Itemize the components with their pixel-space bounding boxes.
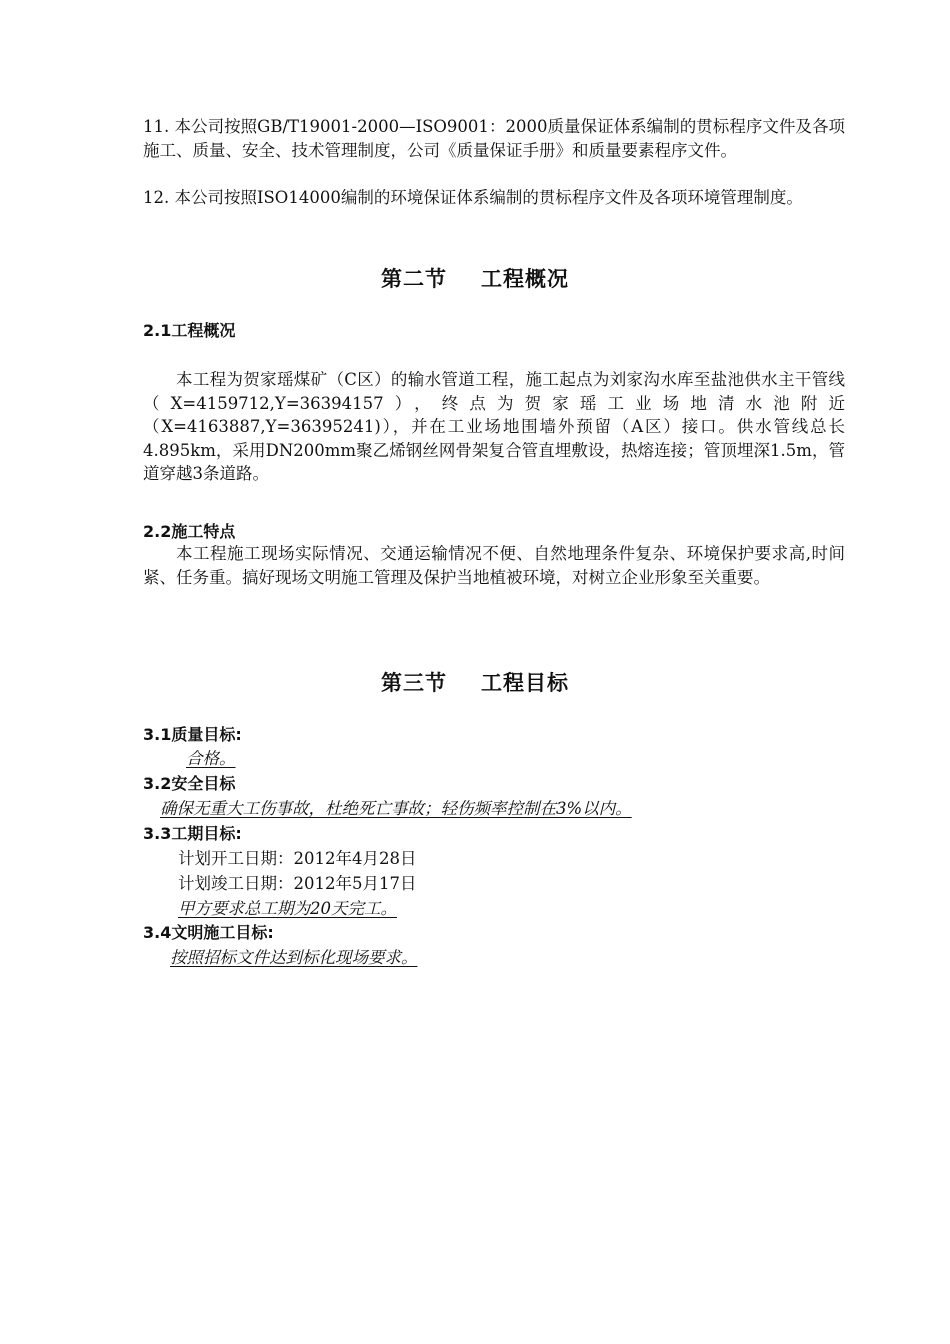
- subsection-2-1-title: 2.1工程概况: [143, 321, 236, 340]
- intro-item-11: 11. 本公司按照GB/T19001-2000—ISO9001：2000质量保证体系编制的贯标程序文件及各项施工、质量、安全、技术管理制度，公司《质量保证手册》和质量要素程序文件。: [143, 117, 845, 160]
- civil-construction-goal-value: 按照招标文件达到标化现场要求。: [170, 948, 418, 967]
- section-2-title: 工程概况: [481, 267, 569, 291]
- quality-goal-label: 3.1质量目标:: [143, 725, 242, 744]
- safety-goal-label: 3.2安全目标: [143, 774, 236, 793]
- civil-construction-goal-label: 3.4文明施工目标:: [143, 923, 274, 942]
- section-3-heading: [0, 667, 950, 697]
- safety-goal-value: 确保无重大工伤事故，杜绝死亡事故；轻伤频率控制在3%以内。: [160, 799, 632, 818]
- intro-item-12: 12. 本公司按照ISO14000编制的环境保证体系编制的贯标程序文件及各项环境管理制度。: [143, 188, 803, 207]
- schedule-goal-label: 3.3工期目标:: [143, 824, 242, 843]
- schedule-start-date: 计划开工日期：2012年4月28日: [178, 849, 417, 868]
- section-3-number: 第三节: [381, 671, 447, 695]
- section-2-number: 第二节: [381, 267, 447, 291]
- quality-goal-value: 合格。: [186, 749, 236, 768]
- subsection-2-1-body: 本工程为贺家瑶煤矿（C区）的输水管道工程，施工起点为刘家沟水库至盐池供水主干管线（X=4159712,Y=36394157），终点为贺家瑶工业场地清水池附近（X=4163887,Y=36395241)），并在工业场地围墙外预留（A区）接口。供水管线总长4.895km，采用DN200mm聚乙烯钢丝网骨架复合管直埋敷设，热熔连接；管顶埋深1.5m，管道穿越3条道路。: [143, 370, 845, 483]
- subsection-2-2-body: 本工程施工现场实际情况、交通运输情况不便、自然地理条件复杂、环境保护要求高,时间紧、任务重。搞好现场文明施工管理及保护当地植被环境，对树立企业形象至关重要。: [143, 544, 845, 587]
- schedule-end-date: 计划竣工日期：2012年5月17日: [178, 874, 417, 893]
- section-2-heading: [0, 263, 950, 293]
- schedule-note: 甲方要求总工期为20天完工。: [178, 899, 397, 918]
- section-3-title: 工程目标: [481, 671, 569, 695]
- subsection-2-2-title: 2.2施工特点: [143, 522, 236, 541]
